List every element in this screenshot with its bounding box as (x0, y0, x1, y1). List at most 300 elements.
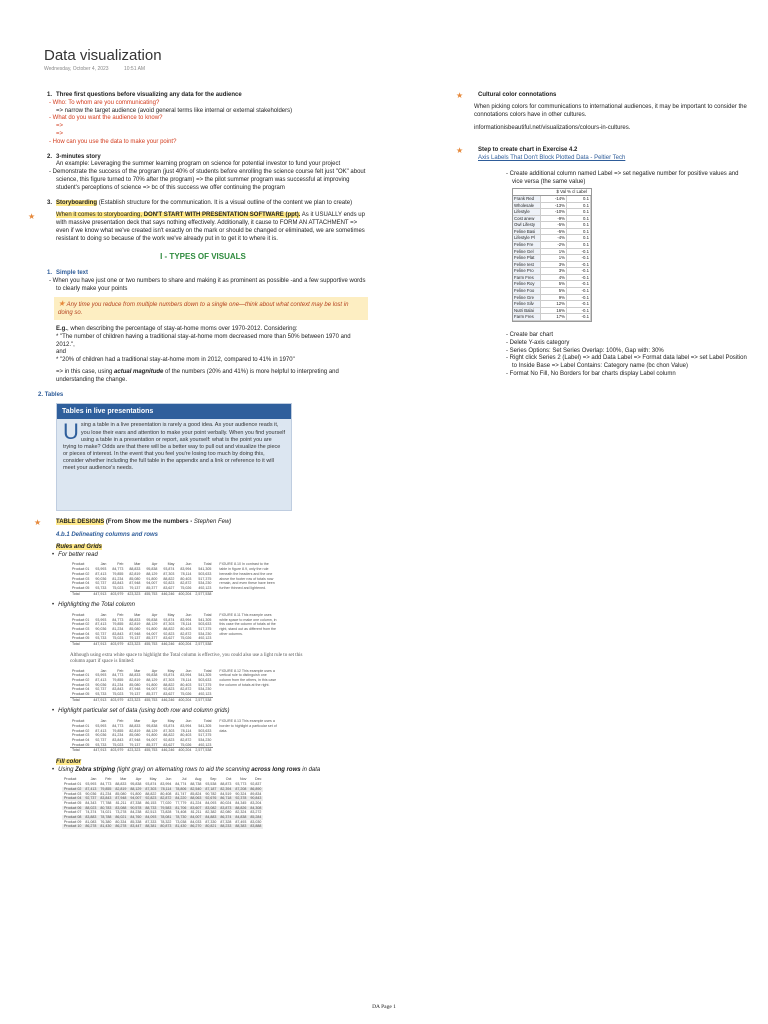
table-cell: 92,823 (145, 796, 157, 801)
excel-cell: Frank Red (513, 196, 541, 202)
table-cell: 87,303 (163, 678, 175, 683)
left-column (28, 92, 368, 836)
table-cell: 92,737 (85, 796, 97, 801)
conclusion-text: of the numbers (20% and 41%) is more helpful to interpreting and understanding the change. (56, 368, 339, 383)
table-cell: 83,272 (250, 810, 262, 815)
table-cell: 87,303 (145, 786, 157, 791)
table-cell: 93,993 (95, 617, 107, 622)
table-cell: 90,036 (95, 682, 107, 687)
excel-cell: -10% (541, 209, 567, 215)
table-cell: 79,855 (100, 786, 112, 791)
table-cell: 400,204 (178, 642, 192, 647)
table-cell: Product 01 (64, 782, 82, 787)
excel-cell: -0.1 (567, 281, 591, 287)
table-cell: 83,627 (163, 585, 175, 590)
table-cell: 492,123 (198, 742, 212, 747)
excel-cell: -13% (541, 203, 567, 209)
table-cell: Jun (185, 668, 192, 673)
excel-cell: 0.1 (567, 242, 591, 248)
table-cell: 83,843 (112, 581, 124, 586)
excel-row (513, 308, 591, 315)
table-cell: 455,753 (144, 748, 158, 753)
table-total-row (70, 642, 213, 647)
step-instruction: - Create additional column named Label => set negative number for positive values and vice versa (the same value) (506, 170, 739, 185)
table-cell: Product 05 (72, 585, 90, 590)
table-cell: 503,633 (198, 571, 212, 576)
table-cell: 84,773 (112, 673, 124, 678)
conclusion-text: => in this case, using (56, 368, 115, 375)
table-cell: 94,007 (146, 631, 158, 636)
table-cell: 84,519 (220, 791, 232, 796)
table-cell: 75,026 (180, 692, 192, 697)
excel-cell: 5% (541, 281, 567, 287)
table-cell: 80,821 (205, 824, 217, 829)
table-cell: 87,413 (95, 622, 107, 627)
table-cell: 87,413 (95, 678, 107, 683)
step-text: Create additional column named Label => set negative number for positive values and vice versa (the same value) (509, 170, 739, 185)
excel-header: $ Val % cl Label (513, 189, 591, 196)
excel-cell: Farm Fres (513, 314, 541, 320)
table-cell: 85,284 (250, 814, 262, 819)
table-cell: Apr (151, 562, 158, 567)
excel-cell: 0.1 (567, 216, 591, 222)
table-row (62, 824, 263, 829)
section-heading: Storyboarding (56, 199, 98, 206)
excel-cell: 3% (541, 268, 567, 274)
table-cell: Product 04 (72, 631, 90, 636)
excel-cell: -0.1 (567, 308, 591, 314)
data-table (70, 669, 213, 703)
table-cell: 91,800 (146, 627, 158, 631)
section-simple-text (38, 270, 368, 385)
table-cell: Product 01 (72, 617, 90, 622)
story-detail-text: Demonstrate the success of the program (just 40% of students before enrolling the science course felt just "OK" about science, this figure turned to 70% after the program) => the pilot summer program was successful at improving student's perceptions of science => bc of this success we offer continuing the program (52, 169, 366, 191)
excel-row (513, 314, 591, 321)
table-cell: 403,979 (110, 591, 124, 596)
table-cell: 78,114 (180, 678, 192, 683)
question-text: Who: To whom are you communicating? (52, 99, 160, 106)
table-cell: 81,706 (175, 805, 187, 810)
excel-rows (513, 196, 591, 321)
excel-row (513, 295, 591, 302)
example-block (38, 326, 368, 385)
quote-1: * "The number of children having a traditional stay-at-home mom decreased more than 50% between 1970 and 2012.", (56, 333, 351, 348)
step-item: - Series Options: Set Series Overlap: 100%, Gap with: 30% (506, 347, 664, 354)
note-emphasis: DON'T START WITH PRESENTATION SOFTWARE (ppt). (143, 212, 301, 219)
table-cell: 92,837 (250, 782, 262, 787)
table-cell: 87,328 (220, 819, 232, 824)
excel-row (513, 262, 591, 269)
table-cell: 86,153 (145, 800, 157, 805)
step-item: - Format No Fill, No Borders for bar charts display Label column (506, 370, 676, 377)
table-cell: 423,323 (127, 748, 141, 753)
table-cell: Product 03 (72, 682, 90, 687)
excel-cell: Feline Plat (513, 255, 541, 261)
excel-cell: Feline Basi (513, 229, 541, 235)
table-cell: 83,843 (112, 737, 124, 742)
table-cell: 80,024 (220, 800, 232, 805)
table-cell: Feb (117, 719, 124, 724)
excel-cell: 0.1 (567, 203, 591, 209)
excel-cell: Owl Lifesty (513, 222, 541, 228)
table-cell: 82,872 (180, 581, 192, 586)
table-cell: Product 03 (72, 627, 90, 631)
table-cell: 85,377 (146, 742, 158, 747)
table-cell: 87,338 (130, 800, 142, 805)
table-cell: 83,030 (250, 819, 262, 824)
question-note: => narrow the target audience (avoid general terms like internal or external stakeholders) (56, 107, 293, 114)
table-cell: 79,855 (112, 678, 124, 683)
star-tag-icon: ★ (456, 91, 464, 100)
figure-caption: FIGURE 8.13 This example uses a border to highlight a particular set of data. (219, 719, 277, 733)
table-cell: 95,838 (146, 567, 158, 572)
table-cell: 92,823 (163, 687, 175, 692)
question-text: What do you want the audience to know? (52, 115, 163, 122)
table-cell: 87,493 (235, 819, 247, 824)
table-cell: 92,378 (235, 796, 247, 801)
figure-caption: FIGURE 8.11 This example uses white space to make one column, in this case the column of totals at the right, stand out as different from the other columns. (219, 612, 277, 636)
excel-cell: Feline Gel (513, 249, 541, 255)
rules-grids-label (38, 544, 368, 552)
table-cell: 83,994 (180, 723, 192, 728)
table-cell: Mar (134, 612, 141, 617)
excel-cell: 16% (541, 308, 567, 314)
table-cell: Feb (105, 777, 112, 782)
excel-cell: 0.1 (567, 235, 591, 241)
story-detail: - Demonstrate the success of the program (just 40% of students before enrolling the science course felt just "OK" about science, this figure turned to 70% after the program) => the pilot summer program was successful at improving student's perceptions of science => bc of this success we offer continuing the program (49, 169, 366, 191)
table-cell: 95,838 (146, 673, 158, 678)
table-cell: 80,403 (180, 627, 192, 631)
table-cell: Mar (134, 562, 141, 567)
table-cell: 84,773 (112, 567, 124, 572)
section-heading (38, 392, 368, 400)
page-title: Data visualization (44, 47, 162, 64)
table-cell: Product 04 (72, 581, 90, 586)
excerpt-text: Although using extra white space to highlight the Total column is effective, you could also use a light rule to set this column apart if space is limited: (70, 652, 303, 665)
table-cell: 83,994 (180, 673, 192, 678)
excel-cell: -0.1 (567, 255, 591, 261)
excel-cell: 1% (541, 249, 567, 255)
table-cell: Total (70, 642, 91, 647)
table-cell: 84,093 (145, 814, 157, 819)
table-cell: 94,007 (146, 737, 158, 742)
table-cell: 90,782 (205, 791, 217, 796)
table-cell: 91,800 (146, 576, 158, 581)
table-cell: Product 04 (72, 737, 90, 742)
table-cell: 83,627 (163, 692, 175, 697)
table-cell: Sep (209, 777, 217, 782)
excel-cell: 5% (541, 288, 567, 294)
table-cell: 83,447 (130, 824, 142, 829)
table-cell: 93,773 (235, 782, 247, 787)
table-cell: 81,234 (100, 791, 112, 796)
excel-row (513, 196, 591, 203)
table-cell: 93,733 (95, 585, 107, 590)
table-cell: 92,737 (95, 687, 107, 692)
table-cell: 83,888 (250, 824, 262, 829)
table-cell: 86,278 (115, 824, 127, 829)
table-cell: 87,303 (163, 622, 175, 627)
excel-cell: 0.1 (567, 209, 591, 215)
table-cell: 78,114 (180, 622, 192, 627)
table-cell: Total (203, 719, 212, 724)
table-cell: Feb (117, 562, 124, 567)
table-cell: Jan (100, 612, 107, 617)
excel-cell: Lifestyle (513, 209, 541, 215)
note-text: When it comes to storyboarding, (56, 212, 144, 219)
excel-cell: -0.1 (567, 314, 591, 320)
table-figure-1 (70, 562, 368, 596)
table-cell: 82,819 (129, 728, 141, 733)
table-cell: 455,753 (144, 697, 158, 702)
bullet-better-read: • For better read (38, 552, 368, 560)
section-heading: Three first questions before visualizing any data for the audience (56, 92, 242, 98)
table-cell: Total (70, 697, 91, 702)
heading-text: Cultural color connotations (478, 92, 557, 98)
table-cell: 93,874 (145, 782, 157, 787)
table-cell: 87,948 (115, 796, 127, 801)
table-cell: 87,303 (163, 571, 175, 576)
table-cell: 82,080 (220, 810, 232, 815)
table-cell: 90,036 (95, 576, 107, 581)
table-cell: Product 05 (72, 692, 90, 697)
table-cell: 88,833 (129, 723, 141, 728)
table-cell: 81,234 (112, 627, 124, 631)
table-cell: 85,338 (130, 819, 142, 824)
table-cell: 81,083 (85, 819, 97, 824)
table-cell: 84,238 (130, 810, 142, 815)
steps-heading (456, 146, 750, 156)
table-cell: Product 01 (72, 673, 90, 678)
table-cell: 77,020 (160, 800, 172, 805)
table-cell: 83,627 (163, 636, 175, 641)
heading-source: (From Show me the numbers - (104, 519, 194, 526)
label-text: Fill color (56, 758, 82, 765)
bullet-text: (light gray) on alternating rows to aid the scanning (115, 766, 252, 773)
table-cell: 78,114 (180, 571, 192, 576)
excel-cell: Feline Iest (513, 262, 541, 268)
table-cell: Apr (135, 777, 142, 782)
table-cell: 75,026 (180, 585, 192, 590)
table-cell: 87,330 (205, 819, 217, 824)
table-cell: 81,234 (112, 733, 124, 738)
table-cell: 92,737 (95, 737, 107, 742)
excel-row (513, 242, 591, 249)
zebra-table (62, 777, 263, 828)
label-text: Rules and Grids (56, 543, 103, 550)
table-cell: 541,305 (198, 567, 212, 572)
table-cell: 85,080 (129, 576, 141, 581)
excel-row (513, 229, 591, 236)
table-cell: 75,023 (112, 742, 124, 747)
excel-cell: Lifestyle Pl (513, 235, 541, 241)
table-cell: 88,738 (190, 782, 202, 787)
table-cell: 403,979 (110, 697, 124, 702)
list-number: 1. (46, 92, 52, 98)
table-cell: Jan (100, 562, 107, 567)
table-cell: Product 01 (72, 723, 90, 728)
and-text: and (56, 349, 67, 356)
table-cell: Jun (185, 612, 192, 617)
story-example: An example: Leveraging the summer learning program on science for potential investor to fund your project (56, 161, 341, 168)
desc-text: When you have just one or two numbers to share and making it as prominent as possible -and a few supportive words to clearly make your points (52, 277, 366, 292)
table-designs-heading (34, 518, 368, 528)
table-cell: 85,824 (190, 791, 202, 796)
table-cell: 83,994 (180, 567, 192, 572)
table-figure-2 (70, 613, 368, 647)
table-cell: 85,080 (129, 682, 141, 687)
table-cell: Product 02 (72, 622, 90, 627)
table-cell: 91,800 (130, 791, 142, 796)
table-cell: 447,913 (93, 642, 107, 647)
table-cell: Jan (90, 777, 97, 782)
table-cell: Product 05 (72, 742, 90, 747)
peltier-link[interactable]: Axis Labels That Don't Block Plotted Data - Peltier Tech (478, 154, 626, 161)
table-cell: Dec (254, 777, 262, 782)
table-cell: 93,733 (95, 636, 107, 641)
table-cell: 93,733 (95, 742, 107, 747)
table-cell: 89,834 (250, 791, 262, 796)
table-cell: 84,773 (112, 617, 124, 622)
excel-cell: -0.1 (567, 268, 591, 274)
table-cell: Apr (151, 719, 158, 724)
table-cell: 93,733 (95, 692, 107, 697)
table-cell: Total (70, 591, 91, 596)
excel-cell: -5% (541, 222, 567, 228)
table-cell: 83,843 (100, 796, 112, 801)
table-cell: Jun (165, 777, 172, 782)
excel-cell: Cost anew (513, 216, 541, 222)
table-cell: Apr (151, 668, 158, 673)
table-cell: 534,230 (198, 581, 212, 586)
table-cell: 503,633 (198, 622, 212, 627)
excel-row (513, 235, 591, 242)
table-cell: 2,577,538 (195, 642, 212, 647)
excel-cell: Nutri Balai (513, 308, 541, 314)
table-cell: 88,833 (129, 673, 141, 678)
table-cell: 75,023 (112, 585, 124, 590)
table-cell: 446,246 (161, 697, 175, 702)
table-cell: 534,230 (198, 631, 212, 636)
excel-row (513, 281, 591, 288)
table-cell: 94,007 (130, 796, 142, 801)
list-number: 1. (46, 269, 52, 276)
table-cell: 447,913 (93, 697, 107, 702)
table-cell: 541,305 (198, 617, 212, 622)
table-cell: Jan (100, 719, 107, 724)
excel-cell: Farm Fres (513, 275, 541, 281)
table-cell: 79,855 (112, 728, 124, 733)
table-cell: Product 10 (64, 824, 82, 829)
step-item: - Right click Series 2 (Label) => add Data Label => Format data label => set Label Position to Inside Base => Label Contains: Category name (bc chon Value) (506, 355, 747, 370)
table-cell: 80,873 (160, 824, 172, 829)
table-cell: 400,204 (178, 591, 192, 596)
table-cell: 83,873 (220, 805, 232, 810)
table-cell: 83,627 (163, 742, 175, 747)
table-cell: 90,324 (235, 791, 247, 796)
table-cell: 86,278 (85, 824, 97, 829)
excel-cell: -2% (541, 242, 567, 248)
excel-cell: Feline Roy (513, 281, 541, 287)
table-cell: 534,230 (198, 737, 212, 742)
table-cell: 93,874 (163, 673, 175, 678)
table-cell: Product 01 (72, 567, 90, 572)
table-cell: 82,819 (129, 571, 141, 576)
table-cell: 73,278 (115, 810, 127, 815)
bullet-highlight-set: • Highlight particular set of data (using both row and column grids) (38, 708, 368, 716)
table-cell: 455,753 (144, 591, 158, 596)
table-cell: 79,855 (112, 622, 124, 627)
table-cell: 79,855 (112, 571, 124, 576)
table-cell: Product 02 (64, 786, 82, 791)
quote-2: * "20% of children had a traditional stay-at-home mom in 2012, compared to 41% in 1970" (56, 357, 295, 364)
table-cell: Product 04 (64, 796, 82, 801)
cultural-link[interactable]: informationisbeautiful.net/visualizations/colours-in-cultures. (474, 125, 631, 132)
table-cell: 86,374 (220, 814, 232, 819)
table-cell: 94,007 (146, 581, 158, 586)
excel-table (512, 188, 592, 322)
table-cell: Jul (181, 777, 187, 782)
table-cell: 447,913 (93, 591, 107, 596)
table-cell: 74,408 (175, 810, 187, 815)
table-cell: Product (72, 562, 85, 567)
table-cell: Oct (225, 777, 232, 782)
table-cell: 86,718 (220, 796, 232, 801)
table-cell: 88,822 (163, 733, 175, 738)
section-tables (38, 392, 368, 512)
list-number: 2. (46, 153, 52, 160)
table-cell: 87,948 (129, 631, 141, 636)
step-item: - Create bar chart (506, 331, 554, 338)
step-list (506, 332, 750, 379)
table-cell: Product (72, 668, 85, 673)
cultural-heading (456, 91, 750, 100)
table-cell: 77,779 (175, 800, 187, 805)
table-cell: 93,538 (205, 782, 217, 787)
table-cell: 492,123 (198, 585, 212, 590)
excel-cell: 0.1 (567, 229, 591, 235)
list-number: 2. (38, 391, 44, 398)
data-table (70, 719, 213, 753)
table-cell: 92,737 (95, 581, 107, 586)
fill-color-label (38, 759, 368, 767)
table-cell: 88,063 (190, 796, 202, 801)
table-figure-5 (62, 777, 368, 828)
list-number: 3. (46, 199, 52, 206)
table-cell: 93,993 (95, 673, 107, 678)
table-cell: 84,220 (175, 796, 187, 801)
section-storyboarding (28, 199, 368, 244)
table-cell: 534,230 (198, 687, 212, 692)
question-what: - What do you want the audience to know? (49, 115, 163, 122)
table-cell: 78,322 (160, 819, 172, 824)
section-subtitle: (Establish structure for the communication. It is a visual outline of the content we plan to create) (98, 199, 353, 206)
table-cell: May (167, 668, 175, 673)
excel-cell: Feline Fre (513, 242, 541, 248)
table-cell: 86,270 (190, 824, 202, 829)
table-cell: 91,800 (146, 733, 158, 738)
table-cell: 446,246 (161, 591, 175, 596)
right-column (456, 91, 750, 386)
table-cell: 2,577,538 (195, 697, 212, 702)
table-cell: 87,333 (145, 819, 157, 824)
table-cell: 92,823 (163, 631, 175, 636)
table-cell: 90,036 (95, 733, 107, 738)
table-cell: May (167, 562, 175, 567)
excel-cell: Feline Foo (513, 288, 541, 294)
table-cell: 83,607 (190, 805, 202, 810)
table-cell: 84,774 (175, 782, 187, 787)
